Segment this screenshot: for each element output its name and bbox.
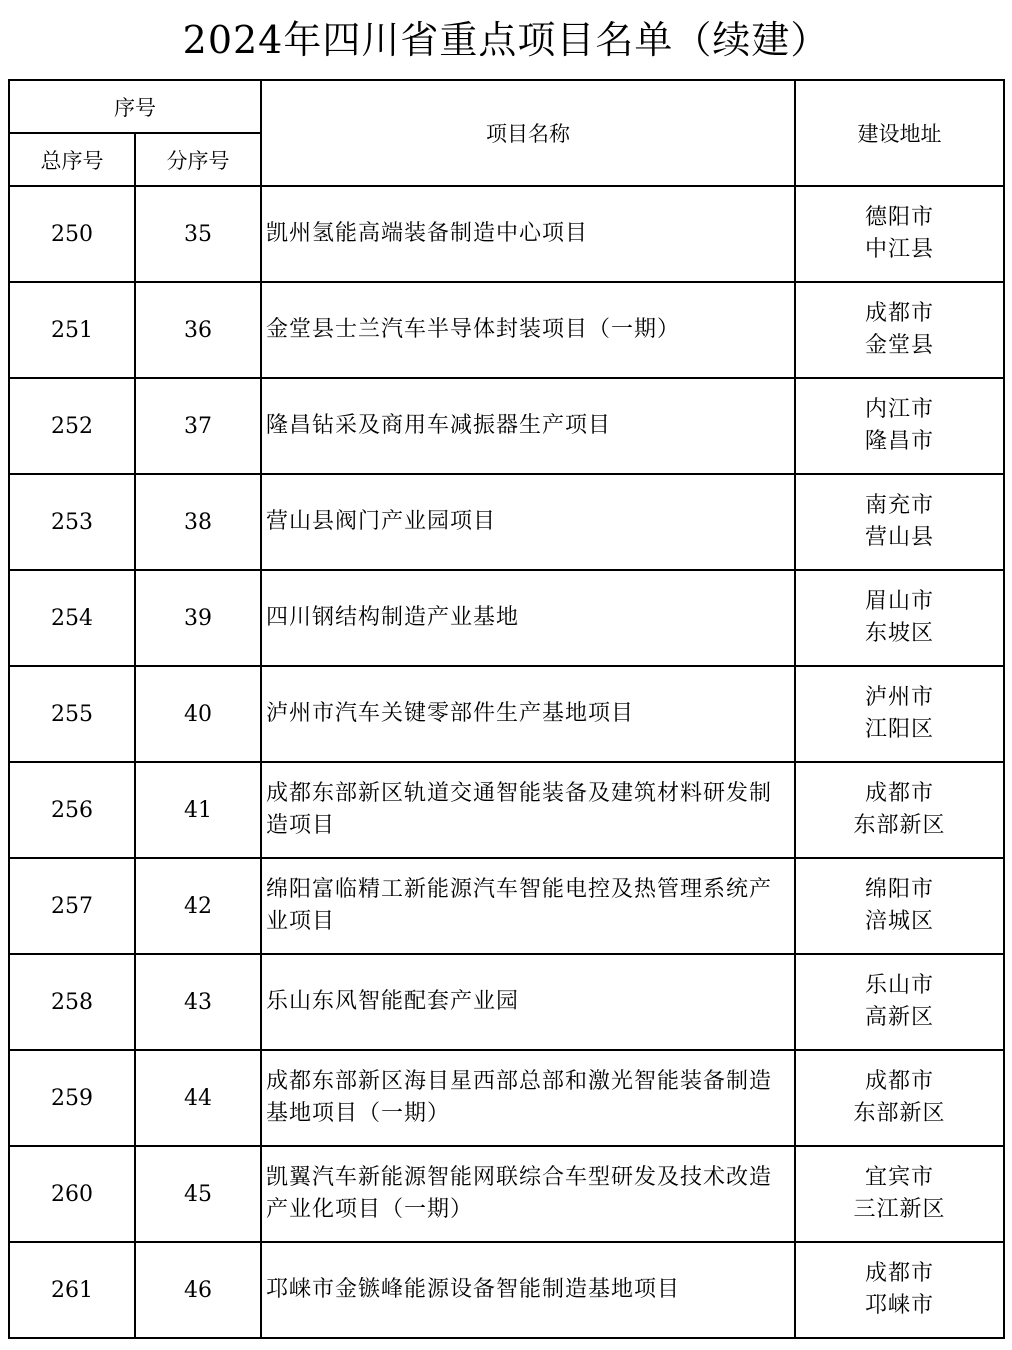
sub-seq-cell: 41 bbox=[135, 762, 261, 858]
location-district: 涪城区 bbox=[864, 909, 934, 934]
table-row bbox=[9, 1050, 1004, 1146]
sub-seq-cell: 35 bbox=[135, 186, 261, 282]
sub-seq-cell: 44 bbox=[135, 1050, 261, 1146]
project-name-cell: 金堂县士兰汽车半导体封装项目（一期） bbox=[261, 282, 795, 378]
sub-seq-cell: 46 bbox=[135, 1242, 261, 1338]
location-cell bbox=[795, 474, 1004, 570]
location-district: 中江县 bbox=[864, 237, 934, 262]
total-seq-cell: 256 bbox=[9, 762, 135, 858]
header-location: 建设地址 bbox=[795, 80, 1004, 186]
table-row bbox=[9, 1146, 1004, 1242]
total-seq-cell: 251 bbox=[9, 282, 135, 378]
project-name-cell: 成都东部新区海目星西部总部和激光智能装备制造基地项目（一期） bbox=[261, 1050, 795, 1146]
table-row bbox=[9, 474, 1004, 570]
location-cell bbox=[795, 954, 1004, 1050]
location-cell bbox=[795, 282, 1004, 378]
table-row bbox=[9, 570, 1004, 666]
header-sub-seq: 分序号 bbox=[135, 133, 261, 186]
table-row bbox=[9, 666, 1004, 762]
project-name-cell: 乐山东风智能配套产业园 bbox=[261, 954, 795, 1050]
total-seq-cell: 254 bbox=[9, 570, 135, 666]
sub-seq-cell: 45 bbox=[135, 1146, 261, 1242]
sub-seq-cell: 38 bbox=[135, 474, 261, 570]
location-city: 宜宾市 bbox=[864, 1165, 934, 1190]
location-city: 成都市 bbox=[864, 1261, 934, 1286]
total-seq-cell: 260 bbox=[9, 1146, 135, 1242]
project-name-cell: 凯州氢能高端装备制造中心项目 bbox=[261, 186, 795, 282]
table-row bbox=[9, 1242, 1004, 1338]
location-district: 东部新区 bbox=[853, 813, 946, 838]
header-project-name: 项目名称 bbox=[261, 80, 795, 186]
sub-seq-cell: 37 bbox=[135, 378, 261, 474]
location-city: 泸州市 bbox=[864, 685, 934, 710]
project-name-cell: 四川钢结构制造产业基地 bbox=[261, 570, 795, 666]
location-district: 东坡区 bbox=[864, 621, 934, 646]
location-cell bbox=[795, 666, 1004, 762]
sub-seq-cell: 36 bbox=[135, 282, 261, 378]
total-seq-cell: 252 bbox=[9, 378, 135, 474]
location-district: 营山县 bbox=[864, 525, 934, 550]
sub-seq-cell: 39 bbox=[135, 570, 261, 666]
table-row bbox=[9, 282, 1004, 378]
location-district: 江阳区 bbox=[864, 717, 934, 742]
table-row bbox=[9, 762, 1004, 858]
location-city: 乐山市 bbox=[864, 973, 934, 998]
total-seq-cell: 250 bbox=[9, 186, 135, 282]
header-total-seq: 总序号 bbox=[9, 133, 135, 186]
location-cell bbox=[795, 1050, 1004, 1146]
location-city: 德阳市 bbox=[864, 205, 934, 230]
location-city: 绵阳市 bbox=[864, 877, 934, 902]
project-table bbox=[8, 79, 1005, 1339]
location-cell bbox=[795, 1242, 1004, 1338]
location-cell bbox=[795, 762, 1004, 858]
table-body bbox=[9, 80, 1004, 1338]
location-district: 邛崃市 bbox=[864, 1293, 934, 1318]
location-cell bbox=[795, 378, 1004, 474]
location-city: 成都市 bbox=[864, 301, 934, 326]
location-city: 成都市 bbox=[864, 781, 934, 806]
project-name-cell: 凯翼汽车新能源智能网联综合车型研发及技术改造产业化项目（一期） bbox=[261, 1146, 795, 1242]
project-name-cell: 隆昌钻采及商用车减振器生产项目 bbox=[261, 378, 795, 474]
sub-seq-cell: 42 bbox=[135, 858, 261, 954]
location-cell bbox=[795, 186, 1004, 282]
header-row-1 bbox=[9, 80, 1004, 133]
location-district: 高新区 bbox=[864, 1005, 934, 1030]
table-row bbox=[9, 858, 1004, 954]
location-cell bbox=[795, 1146, 1004, 1242]
location-cell bbox=[795, 570, 1004, 666]
location-district: 东部新区 bbox=[853, 1101, 946, 1126]
location-city: 南充市 bbox=[864, 493, 934, 518]
location-district: 三江新区 bbox=[853, 1197, 946, 1222]
location-city: 眉山市 bbox=[864, 589, 934, 614]
total-seq-cell: 253 bbox=[9, 474, 135, 570]
project-name-cell: 邛崃市金镞峰能源设备智能制造基地项目 bbox=[261, 1242, 795, 1338]
sub-seq-cell: 43 bbox=[135, 954, 261, 1050]
total-seq-cell: 257 bbox=[9, 858, 135, 954]
project-name-cell: 营山县阀门产业园项目 bbox=[261, 474, 795, 570]
location-cell bbox=[795, 858, 1004, 954]
location-district: 隆昌市 bbox=[864, 429, 934, 454]
table-row bbox=[9, 186, 1004, 282]
location-city: 成都市 bbox=[864, 1069, 934, 1094]
project-name-cell: 绵阳富临精工新能源汽车智能电控及热管理系统产业项目 bbox=[261, 858, 795, 954]
total-seq-cell: 261 bbox=[9, 1242, 135, 1338]
total-seq-cell: 255 bbox=[9, 666, 135, 762]
location-city: 内江市 bbox=[864, 397, 934, 422]
table-row bbox=[9, 378, 1004, 474]
location-district: 金堂县 bbox=[864, 333, 934, 358]
page-title: 2024年四川省重点项目名单（续建） bbox=[182, 18, 830, 62]
project-name-cell: 泸州市汽车关键零部件生产基地项目 bbox=[261, 666, 795, 762]
total-seq-cell: 259 bbox=[9, 1050, 135, 1146]
project-name-cell: 成都东部新区轨道交通智能装备及建筑材料研发制造项目 bbox=[261, 762, 795, 858]
sub-seq-cell: 40 bbox=[135, 666, 261, 762]
table-row bbox=[9, 954, 1004, 1050]
total-seq-cell: 258 bbox=[9, 954, 135, 1050]
header-seq-group: 序号 bbox=[9, 80, 261, 133]
